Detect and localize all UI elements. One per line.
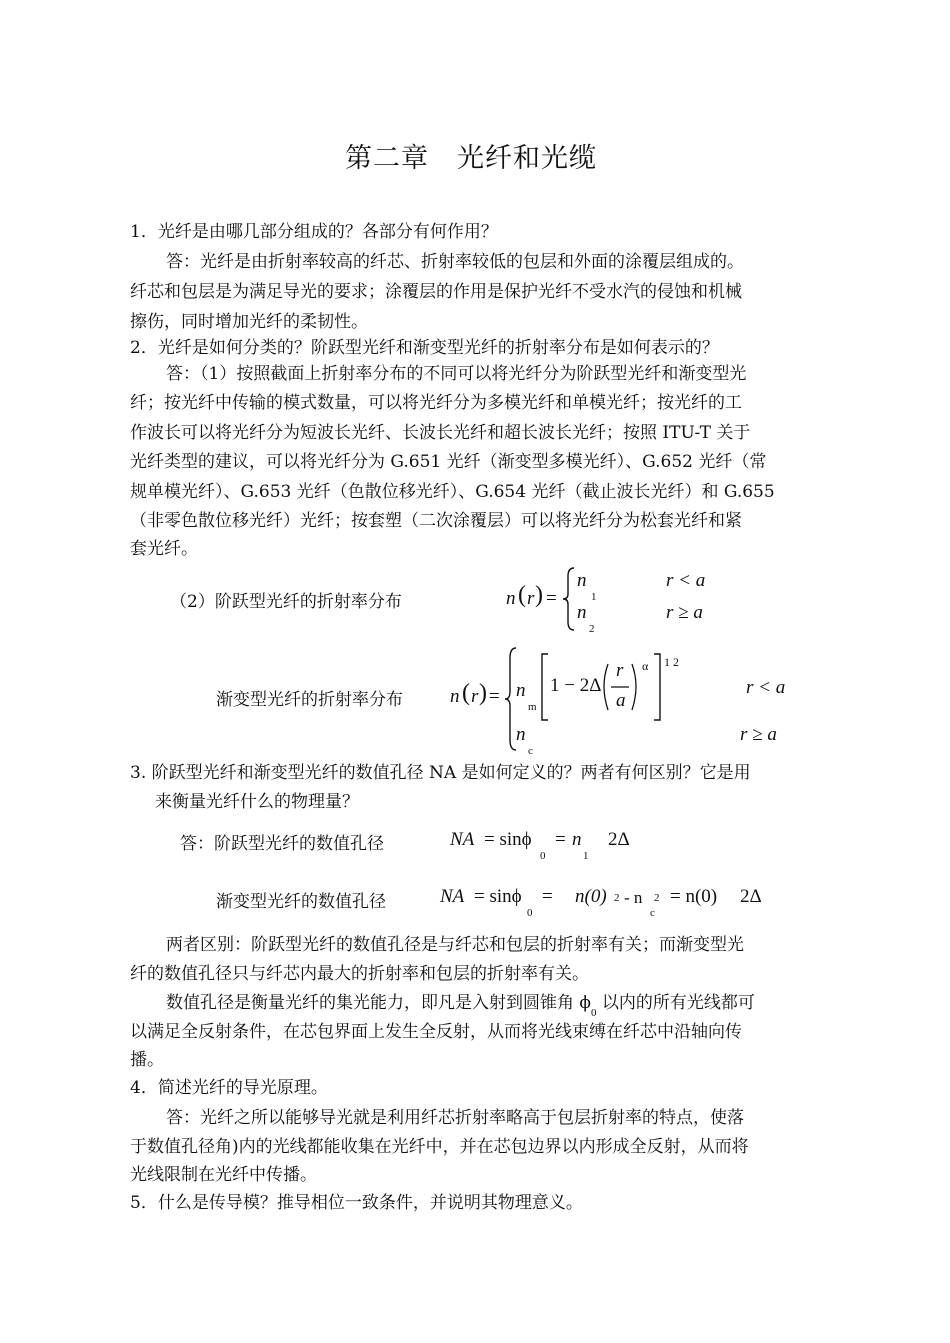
question-4: 4．简述光纤的导光原理。 (130, 1078, 328, 1098)
answer-2-line-6: （非零色散位移光纤）光纤；按套塑（二次涂覆层）可以将光纤分为松套光纤和紧 (130, 511, 742, 531)
question-3-line-1: 3. 阶跃型光纤和渐变型光纤的数值孔径 NA 是如何定义的？两者有何区别？它是用 (130, 763, 751, 783)
question-2: 2．光纤是如何分类的？阶跃型光纤和渐变型光纤的折射率分布是如何表示的？ (130, 338, 719, 358)
answer-4-line-2: 于数值孔径角)内的光线都能收集在光纤中，并在芯包边界以内形成全反射，从而将 (130, 1137, 749, 1157)
question-1: 1．光纤是由哪几部分组成的？各部分有何作用？ (130, 222, 498, 242)
answer-1-line-3: 擦伤，同时增加光纤的柔韧性。 (130, 312, 368, 332)
answer-2-line-5: 规单模光纤）、G.653 光纤（色散位移光纤）、G.654 光纤（截止波长光纤）和 G.655 (130, 482, 775, 502)
diff-line-2: 纤的数值孔径只与纤芯内最大的折射率和包层的折射率有关。 (130, 964, 589, 984)
question-3-line-2: 来衡量光纤什么的物理量？ (155, 792, 359, 812)
meaning-line-2: 以满足全反射条件，在芯包界面上发生全反射，从而将光线束缚在纤芯中沿轴向传 (130, 1022, 742, 1042)
graded-index-label: 渐变型光纤的折射率分布 (216, 690, 403, 710)
step-index-label: （2）阶跃型光纤的折射率分布 (170, 592, 402, 612)
answer-2-line-2: 纤；按光纤中传输的模式数量，可以将光纤分为多模光纤和单模光纤；按光纤的工 (130, 393, 742, 413)
diff-line-1: 两者区别：阶跃型光纤的数值孔径是与纤芯和包层的折射率有关；而渐变型光 (166, 935, 744, 955)
meaning-line-1: 数值孔径是衡量光纤的集光能力，即凡是入射到圆锥角 $\phi_0$ 以内的所有光线都可 (166, 993, 755, 1019)
left-brace-icon (560, 566, 576, 632)
step-na-label: 答：阶跃型光纤的数值孔径 (180, 834, 384, 854)
answer-1-line-1: 答：光纤是由折射率较高的纤芯、折射率较低的包层和外面的涂覆层组成的。 (166, 252, 744, 272)
question-5: 5．什么是传导模？推导相位一致条件，并说明其物理意义。 (130, 1193, 583, 1213)
page-title: 第二章 光纤和光缆 (345, 143, 597, 174)
answer-2-line-3: 作波长可以将光纤分为短波长光纤、长波长光纤和超长波长光纤；按照 ITU-T 关于 (130, 423, 751, 443)
meaning-line-3: 播。 (130, 1050, 164, 1070)
answer-2-line-4: 光纤类型的建议，可以将光纤分为 G.651 光纤（渐变型多模光纤）、G.652 光纤（常 (130, 452, 767, 472)
answer-4-line-3: 光线限制在光纤中传播。 (130, 1165, 317, 1185)
answer-1-line-2: 纤芯和包层是为满足导光的要求；涂覆层的作用是保护光纤不受水汽的侵蚀和机械 (130, 282, 742, 302)
answer-2-line-1: 答：（1）按照截面上折射率分布的不同可以将光纤分为阶跃型光纤和渐变型光 (166, 364, 747, 384)
answer-4-line-1: 答：光纤之所以能够导光就是利用纤芯折射率略高于包层折射率的特点，使落 (166, 1108, 744, 1128)
graded-na-label: 渐变型光纤的数值孔径 (216, 892, 386, 912)
answer-2-line-7: 套光纤。 (130, 539, 198, 559)
